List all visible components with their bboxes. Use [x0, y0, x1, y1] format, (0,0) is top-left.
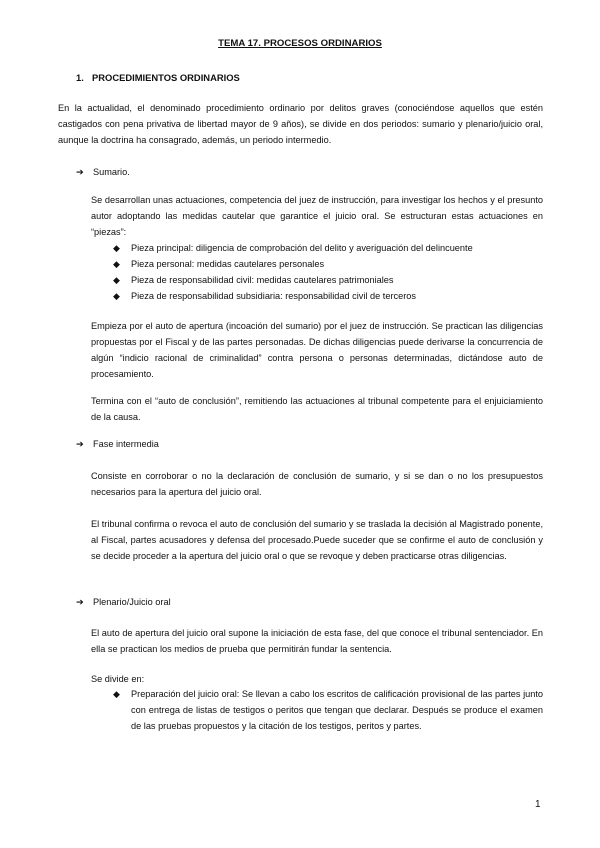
list-item: ◆ Pieza de responsabilidad subsidiaria: responsabilidad civil de terceros: [113, 288, 543, 304]
diamond-bullet-icon: ◆: [113, 291, 120, 301]
section-number: 1.: [76, 72, 84, 83]
sumario-paragraph-3: Termina con el “auto de conclusión”, remitiendo las actuaciones al tribunal competente para el enjuiciamiento de la causa.: [91, 396, 543, 422]
page-number: 1: [535, 799, 541, 810]
list-item: ◆ Pieza principal: diligencia de comprobación del delito y averiguación del delincuente: [113, 240, 543, 256]
intermedia-heading: [76, 436, 159, 452]
list-item: ◆ Preparación del juicio oral: Se llevan a cabo los escritos de calificación provisional de las partes junto con entrega de listas de testigos o peritos que tengan que declarar. Después se produce el examen de las pruebas propuestos y la citación de los testigos, peritos y partes.: [113, 686, 543, 734]
piezas-list: [113, 240, 543, 304]
diamond-bullet-icon: ◆: [113, 275, 120, 285]
list-item: ◆ Pieza personal: medidas cautelares personales: [113, 256, 543, 272]
arrow-right-icon: ➔: [76, 167, 84, 177]
plenario-paragraph-2: Se divide en:: [91, 674, 145, 684]
list-item: ◆ Pieza de responsabilidad civil: medidas cautelares patrimoniales: [113, 272, 543, 288]
diamond-bullet-icon: ◆: [113, 259, 120, 269]
intermedia-paragraph-2: El tribunal confirma o revoca el auto de conclusión del sumario y se traslada la decisión al Magistrado ponente, al Fiscal, partes acusadores y defensa del procesado.Puede suceder que se confirme el auto de conclusión y se decide proceder a la apertura del juicio oral o que se revoque y deben practicarse otras diligencias.: [91, 519, 543, 561]
intermedia-heading-label: Fase intermedia: [93, 439, 159, 449]
sumario-heading-label: Sumario.: [93, 167, 130, 177]
section-title: PROCEDIMIENTOS ORDINARIOS: [92, 72, 240, 83]
plenario-paragraph-1: El auto de apertura del juicio oral supone la iniciación de esta fase, del que conoce el tribunal sentenciador. En ella se practican los medios de prueba que permitirán fundar la sentencia.: [91, 628, 543, 654]
document-title: TEMA 17. PROCESOS ORDINARIOS: [218, 38, 382, 49]
intermedia-paragraph-1: Consiste en corroborar o no la declaración de conclusión de sumario, y si se dan o no los presupuestos necesarios para la apertura del juicio oral.: [91, 471, 543, 497]
arrow-right-icon: ➔: [76, 439, 84, 449]
sumario-heading: [76, 164, 130, 180]
sumario-paragraph-2: Empieza por el auto de apertura (incoación del sumario) por el juez de instrucción. Se practican las diligencias propuestas por el Fiscal y de las partes personadas. De dichas diligencias puede derivarse la concurrencia de algún “indicio racional de criminalidad” contra persona o personas determinadas, dictándose auto de procesamiento.: [91, 321, 543, 379]
plenario-heading-label: Plenario/Juicio oral: [93, 597, 171, 607]
plenario-heading: [76, 594, 171, 610]
plenario-list: [113, 686, 543, 734]
sumario-paragraph-1: Se desarrollan unas actuaciones, competencia del juez de instrucción, para investigar los hechos y el presunto autor adoptando las medidas cautelar que garantice el juicio oral. Se estructuran estas actuaciones en “piezas”:: [91, 195, 543, 237]
section-heading: [76, 70, 240, 86]
diamond-bullet-icon: ◆: [113, 689, 120, 699]
arrow-right-icon: ➔: [76, 597, 84, 607]
diamond-bullet-icon: ◆: [113, 243, 120, 253]
intro-paragraph: En la actualidad, el denominado procedimiento ordinario por delitos graves (conociéndose aquellos que estén castigados con pena privativa de libertad mayor de 9 años), se divide en dos periodos: sumario y plenario/juicio oral, aunque la doctrina ha consagrado, además, un periodo intermedio.: [58, 103, 543, 145]
